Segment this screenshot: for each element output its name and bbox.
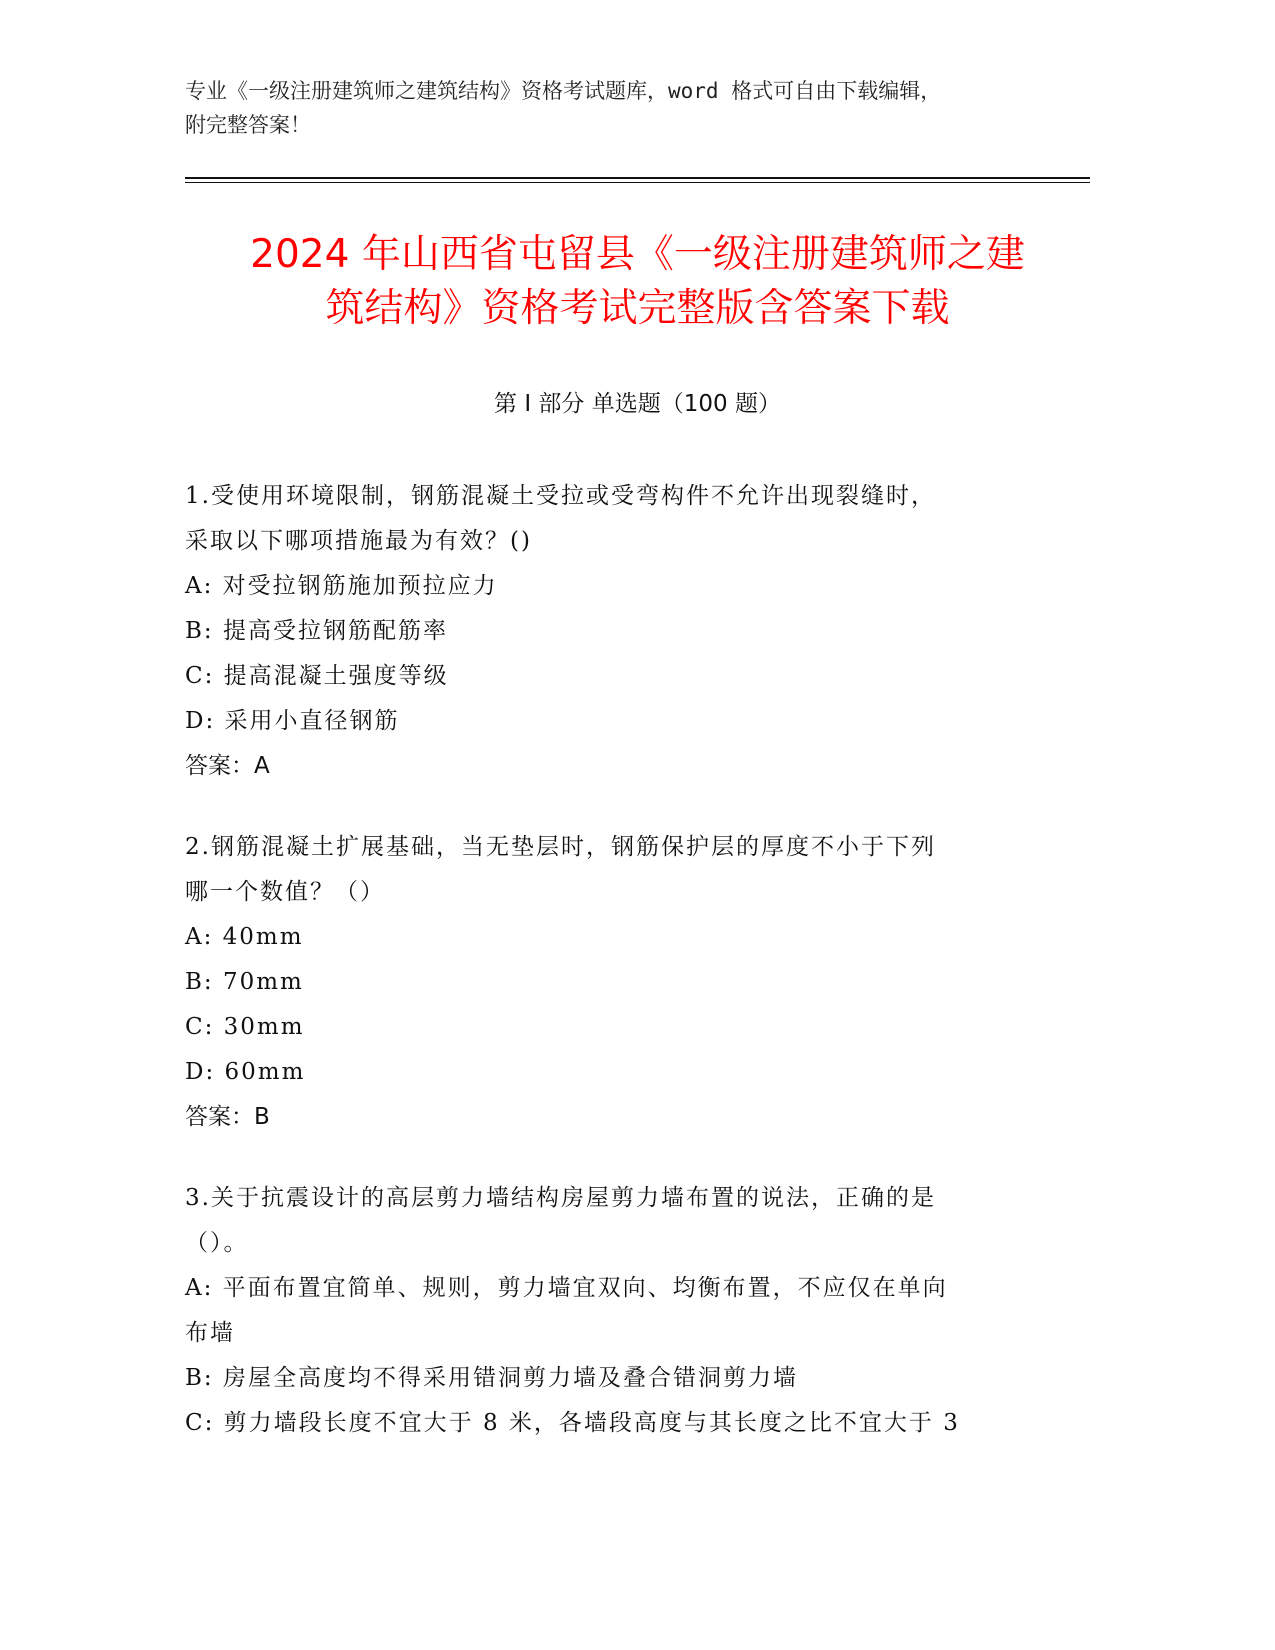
document-title-line: 筑结构》资格考试完整版含答案下载 <box>325 286 950 331</box>
document-title-line: 2024 年山西省屯留县《一级注册建筑师之建 <box>250 232 1025 277</box>
question-stem: 3.关于抗震设计的高层剪力墙结构房屋剪力墙布置的说法，正确的是 <box>185 1185 936 1211</box>
option-a-continued: 布墙 <box>185 1320 235 1346</box>
header-note-line: 专业《一级注册建筑师之建筑结构》资格考试题库，word 格式可自由下载编辑， <box>185 79 942 103</box>
header-divider-thin <box>185 182 1090 183</box>
question-stem: 采取以下哪项措施最为有效？() <box>185 528 532 554</box>
option-a: A: 对受拉钢筋施加预拉应力 <box>185 573 498 599</box>
header-divider <box>185 177 1090 179</box>
option-c: C: 30mm <box>185 1014 305 1040</box>
document-title <box>160 228 1115 336</box>
question-stem: （）。 <box>185 1230 249 1256</box>
question-item <box>185 1176 1085 1446</box>
answer-key: 答案：B <box>185 1104 270 1130</box>
section-heading: 第 I 部分 单选题（100 题） <box>494 391 781 417</box>
question-stem: 2.钢筋混凝土扩展基础，当无垫层时，钢筋保护层的厚度不小于下列 <box>185 834 936 860</box>
question-list <box>185 474 1085 1482</box>
header-note <box>185 74 1085 142</box>
option-b: B: 房屋全高度均不得采用错洞剪力墙及叠合错洞剪力墙 <box>185 1365 798 1391</box>
option-c: C: 剪力墙段长度不宜大于 8 米，各墙段高度与其长度之比不宜大于 3 <box>185 1410 960 1436</box>
option-b: B: 70mm <box>185 969 304 995</box>
question-item <box>185 474 1085 789</box>
option-d: D: 采用小直径钢筋 <box>185 708 400 734</box>
option-d: D: 60mm <box>185 1059 306 1085</box>
question-stem: 1.受使用环境限制，钢筋混凝土受拉或受弯构件不允许出现裂缝时， <box>185 483 936 509</box>
option-a: A: 平面布置宜简单、规则，剪力墙宜双向、均衡布置，不应仅在单向 <box>185 1275 948 1301</box>
option-c: C: 提高混凝土强度等级 <box>185 663 449 689</box>
option-b: B: 提高受拉钢筋配筋率 <box>185 618 448 644</box>
answer-key: 答案：A <box>185 753 270 779</box>
header-note-line: 附完整答案！ <box>185 113 311 137</box>
option-a: A: 40mm <box>185 924 304 950</box>
question-item <box>185 825 1085 1140</box>
question-stem: 哪一个数值？（） <box>185 879 385 905</box>
